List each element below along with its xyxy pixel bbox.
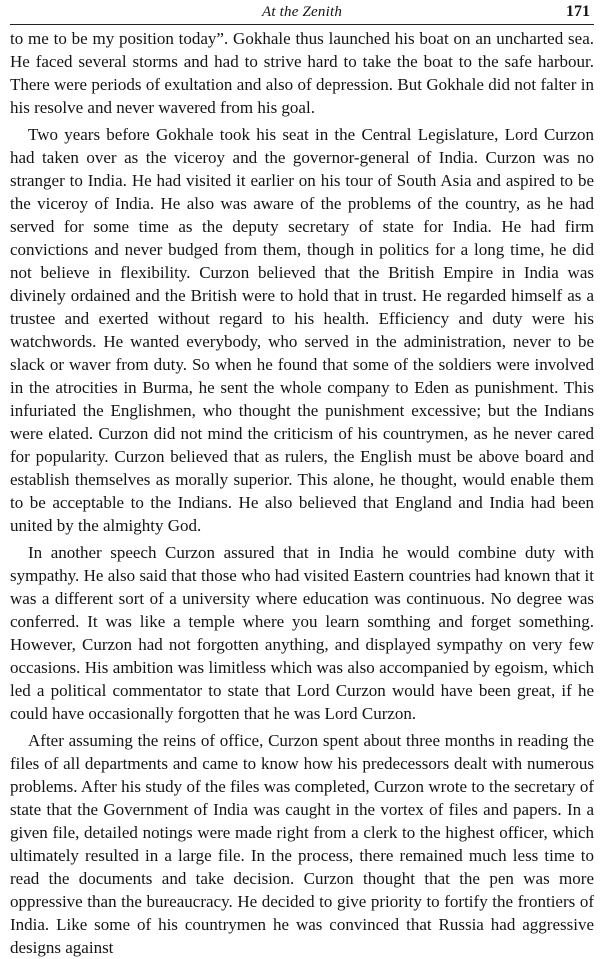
paragraph-2: Two years before Gokhale took his seat in the Central Legislature, Lord Curzon had taken over as the viceroy and the governor-general of India. Curzon was no stranger to India. He had visited it earlier on his tour of South Asia and aspired to be the viceroy of India. He also was aware of the problems of the country, as he had served for some time as the deputy secretary of state for India. He had firm convictions and never budged from them, though in politics for a long time, he did not believe in flexibility. Curzon believed that the British Empire in India was divinely ordained and the British were to hold that in trust. He regarded himself as a trustee and exerted without regard to his health. Efficiency and duty were his watchwords. He wanted everybody, who served in the administration, never to be slack or waver from duty. So when he found that some of the soldiers were involved in the atrocities in Burma, he sent the whole company to Eden as punishment. This infuriated the Englishmen, who thought the punishment excessive; but the Indians were elated. Curzon did not mind the criticism of his countrymen, as he never cared for popularity. Curzon believed that as rulers, the English must be above board and establish themselves as morally superior. This alone, he thought, would enable them to be acceptable to the Indians. He also believed that England and India had been united by the almighty God. <box>10 125 594 535</box>
running-header <box>10 0 594 25</box>
running-title: At the Zenith <box>261 4 343 20</box>
page-number: 171 <box>566 3 590 20</box>
paragraph-1: to me to be my position today”. Gokhale thus launched his boat on an uncharted sea. He faced several storms and had to strive hard to take the boat to the safe harbour. There were periods of exultation and also of depression. But Gokhale did not falter in his resolve and never wavered from his goal. <box>10 29 594 117</box>
body-text <box>10 27 594 959</box>
paragraph-3: In another speech Curzon assured that in India he would combine duty with sympathy. He also said that those who had visited Eastern countries had known that it was a different sort of a university where education was continuous. No degree was conferred. It was like a temple where you learn somthing and forget something. However, Curzon had not forgotten anything, and displayed sympathy on very few occasions. His ambition was limitless which was also accompanied by egoism, which led a political commentator to state that Lord Curzon would have been great, if he could have occasionally forgotten that he was Lord Curzon. <box>10 543 594 723</box>
paragraph-4: After assuming the reins of office, Curzon spent about three months in reading the files of all departments and came to know how his predecessors dealt with numerous problems. After his study of the files was completed, Curzon wrote to the secretary of state that the Government of India was caught in the vortex of files and papers. In a given file, detailed notings were made right from a clerk to the highest officer, which ultimately resulted in a large file. In the process, there remained much less time to read the documents and take decision. Curzon thought that the pen was more oppressive than the bureaucracy. He decided to give priority to fortify the frontiers of India. Like some of his countrymen he was convinced that Russia had aggressive designs against <box>10 731 594 957</box>
